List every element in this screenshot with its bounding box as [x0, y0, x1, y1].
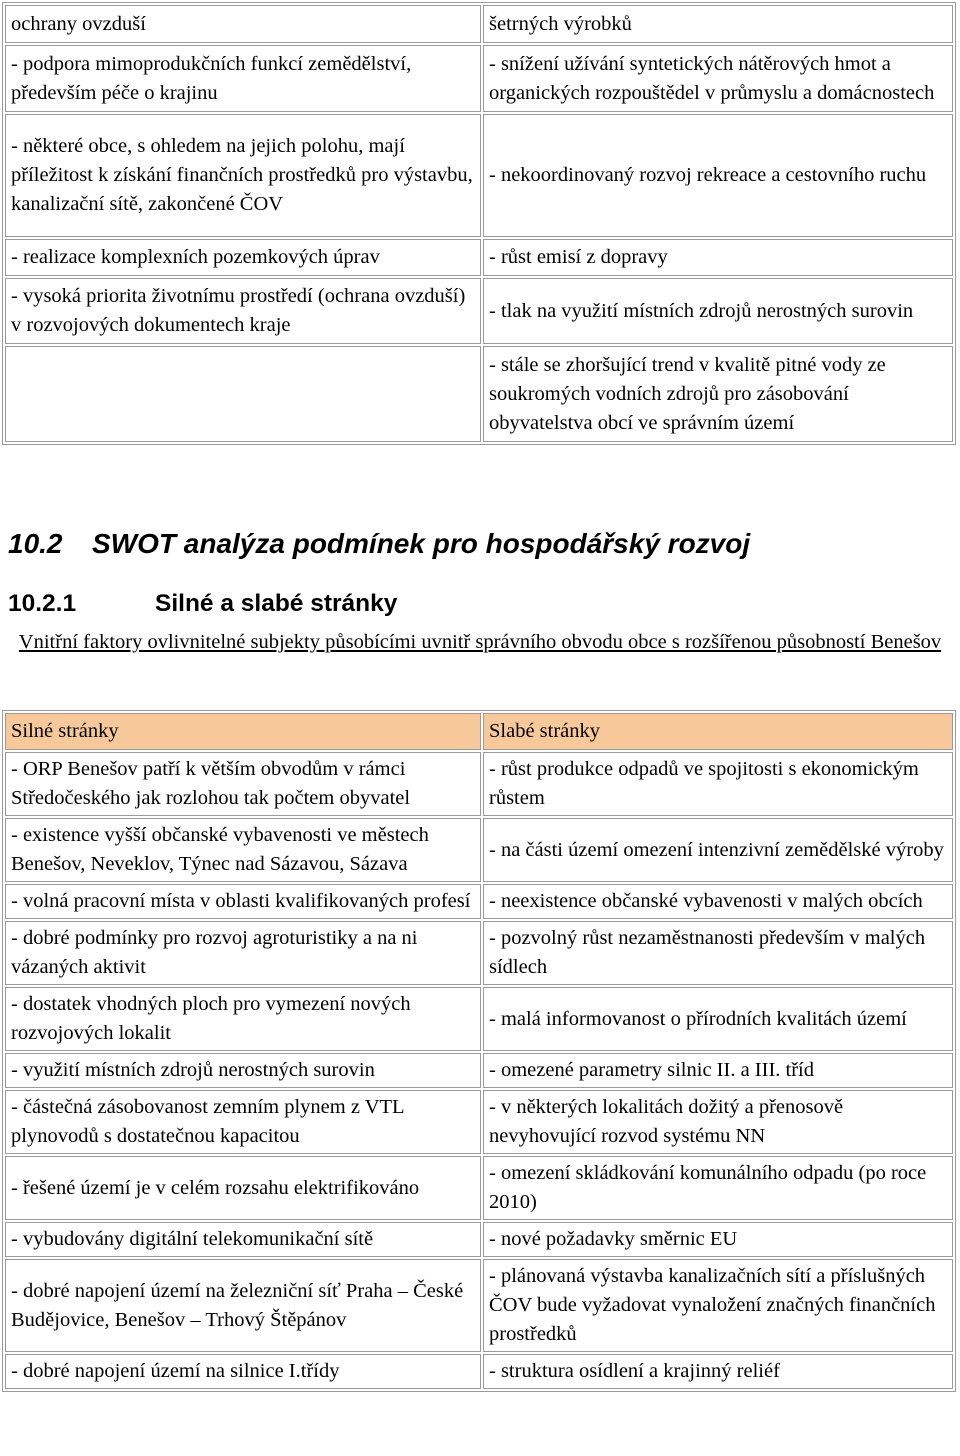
table-row — [5, 45, 953, 112]
table-row — [5, 987, 953, 1051]
table-row — [5, 921, 953, 985]
table-cell-right: - nekoordinovaný rozvoj rekreace a cestovního ruchu — [483, 114, 953, 237]
table-cell-right: - tlak na využití místních zdrojů nerostných surovin — [483, 278, 953, 344]
table-cell-left: ochrany ovzduší — [5, 5, 481, 43]
table-row — [5, 278, 953, 344]
subsection-heading — [8, 590, 397, 618]
table-cell-left: - některé obce, s ohledem na jejich polohu, mají příležitost k získání finančních prostředků pro výstavbu, kanalizační sítě, zakončené ČOV — [5, 114, 481, 237]
table-row — [5, 1354, 953, 1389]
table-header-row — [5, 713, 953, 750]
weakness-cell: - nové požadavky směrnic EU — [483, 1222, 953, 1257]
strength-cell: - částečná zásobovanost zemním plynem z VTL plynovodů s dostatečnou kapacitou — [5, 1090, 481, 1154]
strengths-header: Silné stránky — [5, 713, 481, 750]
strength-cell: - volná pracovní místa v oblasti kvalifikovaných profesí — [5, 884, 481, 919]
weakness-cell: - na části území omezení intenzivní zemědělské výroby — [483, 818, 953, 882]
table-row — [5, 884, 953, 919]
table-row — [5, 1259, 953, 1352]
strength-cell: - řešené území je v celém rozsahu elektrifikováno — [5, 1156, 481, 1220]
table-cell-right: - snížení užívání syntetických nátěrových hmot a organických rozpouštědel v průmyslu a domácnostech — [483, 45, 953, 112]
table-row — [5, 114, 953, 237]
strength-cell: - existence vyšší občanské vybavenosti ve městech Benešov, Neveklov, Týnec nad Sázavou, Sázava — [5, 818, 481, 882]
strength-cell: - dobré napojení území na železniční síť Praha – České Budějovice, Benešov – Trhový Štěpánov — [5, 1259, 481, 1352]
section-heading — [8, 528, 750, 560]
table-cell-left: - vysoká priorita životnímu prostředí (ochrana ovzduší) v rozvojových dokumentech kraje — [5, 278, 481, 344]
subsection-number: 10.2.1 — [8, 590, 77, 617]
table-row — [5, 818, 953, 882]
table-row — [5, 1156, 953, 1220]
table-row — [5, 1053, 953, 1088]
section-number: 10.2 — [8, 528, 63, 559]
table-row — [5, 1090, 953, 1154]
weakness-cell: - plánovaná výstavba kanalizačních sítí a příslušných ČOV bude vyžadovat vynaložení značných finančních prostředků — [483, 1259, 953, 1352]
weakness-cell: - omezené parametry silnic II. a III. tříd — [483, 1053, 953, 1088]
intro-paragraph: Vnitřní faktory ovlivnitelné subjekty působícími uvnitř správního obvodu obce s rozšířenou působností Benešov — [18, 631, 942, 653]
table-row — [5, 346, 953, 442]
strength-cell: - dobré podmínky pro rozvoj agroturistiky a na ni vázaných aktivit — [5, 921, 481, 985]
table-row — [5, 5, 953, 43]
strength-cell: - vybudovány digitální telekomunikační sítě — [5, 1222, 481, 1257]
weakness-cell: - malá informovanost o přírodních kvalitách území — [483, 987, 953, 1051]
table-row — [5, 752, 953, 816]
weakness-cell: - v některých lokalitách dožitý a přenosově nevyhovující rozvod systému NN — [483, 1090, 953, 1154]
weakness-cell: - neexistence občanské vybavenosti v malých obcích — [483, 884, 953, 919]
table-row — [5, 239, 953, 276]
section-title: SWOT analýza podmínek pro hospodářský rozvoj — [92, 528, 751, 559]
strength-cell: - dostatek vhodných ploch pro vymezení nových rozvojových lokalit — [5, 987, 481, 1051]
table-cell-left: - realizace komplexních pozemkových úprav — [5, 239, 481, 276]
strength-cell: - využití místních zdrojů nerostných surovin — [5, 1053, 481, 1088]
threats-opportunities-table — [2, 2, 956, 445]
table-cell-left: - podpora mimoprodukčních funkcí zemědělství, především péče o krajinu — [5, 45, 481, 112]
weakness-cell: - omezení skládkování komunálního odpadu (po roce 2010) — [483, 1156, 953, 1220]
weaknesses-header: Slabé stránky — [483, 713, 953, 750]
table-cell-right: - stále se zhoršující trend v kvalitě pitné vody ze soukromých vodních zdrojů pro zásobování obyvatelstva obcí ve správním území — [483, 346, 953, 442]
weakness-cell: - struktura osídlení a krajinný reliéf — [483, 1354, 953, 1389]
weakness-cell: - pozvolný růst nezaměstnanosti především v malých sídlech — [483, 921, 953, 985]
strength-cell: - ORP Benešov patří k větším obvodům v rámci Středočeského jak rozlohou tak počtem obyvatel — [5, 752, 481, 816]
weakness-cell: - růst produkce odpadů ve spojitosti s ekonomickým růstem — [483, 752, 953, 816]
strengths-weaknesses-table — [2, 710, 956, 1392]
strength-cell: - dobré napojení území na silnice I.třídy — [5, 1354, 481, 1389]
table-cell-right: - růst emisí z dopravy — [483, 239, 953, 276]
table-cell-left — [5, 346, 481, 442]
subsection-title: Silné a slabé stránky — [155, 590, 398, 617]
table-cell-right: šetrných výrobků — [483, 5, 953, 43]
table-row — [5, 1222, 953, 1257]
